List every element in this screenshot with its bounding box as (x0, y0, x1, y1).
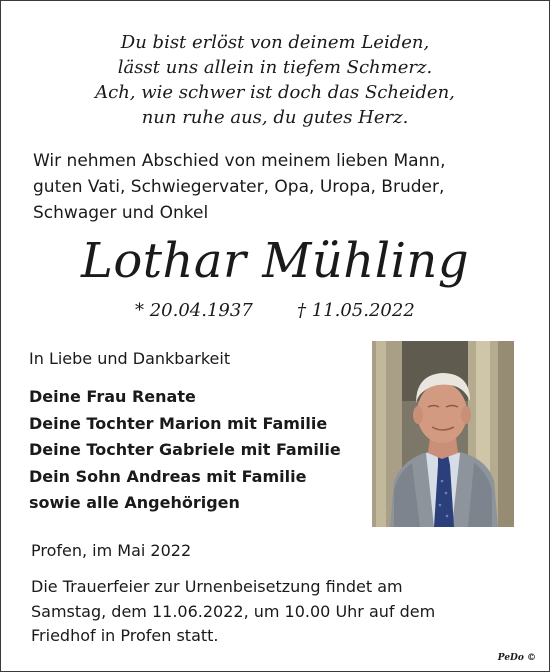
mourner-line: Dein Sohn Andreas mit Familie (29, 466, 307, 486)
portrait-photo (372, 341, 514, 527)
poem-line: Du bist erlöst von deinem Leiden, (120, 32, 430, 53)
place-and-date: Profen, im Mai 2022 (31, 541, 192, 560)
farewell-intro (33, 148, 533, 226)
intro-line: guten Vati, Schwiegervater, Opa, Uropa, Bruder, (33, 177, 445, 197)
portrait-illustration (372, 341, 514, 527)
ceremony-line: Die Trauerfeier zur Urnenbeisetzung findet am (31, 577, 403, 596)
mourner-line: Deine Tochter Marion mit Familie (29, 413, 328, 433)
ceremony-line: Samstag, dem 11.06.2022, um 10.00 Uhr auf dem (31, 601, 436, 621)
designer-signature: PeDo © (497, 653, 536, 663)
death-date: † 11.05.2022 (297, 300, 415, 321)
deceased-name: Lothar Mühling (80, 233, 470, 289)
mourner-line: Deine Tochter Gabriele mit Familie (29, 440, 341, 459)
mourners-list (29, 384, 341, 517)
poem-line: nun ruhe aus, du gutes Herz. (141, 107, 409, 128)
mourners-intro: In Liebe und Dankbarkeit (29, 349, 231, 368)
ceremony-info (31, 575, 435, 649)
mourner-line: Deine Frau Renate (29, 387, 196, 406)
poem-line: lässt uns allein in tiefem Schmerz. (117, 57, 433, 78)
poem-line: Ach, wie schwer ist doch das Scheiden, (95, 82, 455, 103)
ceremony-line: Friedhof in Profen statt. (31, 626, 219, 645)
poem-verse (0, 30, 550, 130)
mourner-line: sowie alle Angehörigen (29, 493, 240, 512)
birth-date: * 20.04.1937 (135, 300, 253, 321)
intro-line: Schwager und Onkel (33, 203, 209, 223)
intro-line: Wir nehmen Abschied von meinem lieben Mann, (33, 151, 446, 171)
